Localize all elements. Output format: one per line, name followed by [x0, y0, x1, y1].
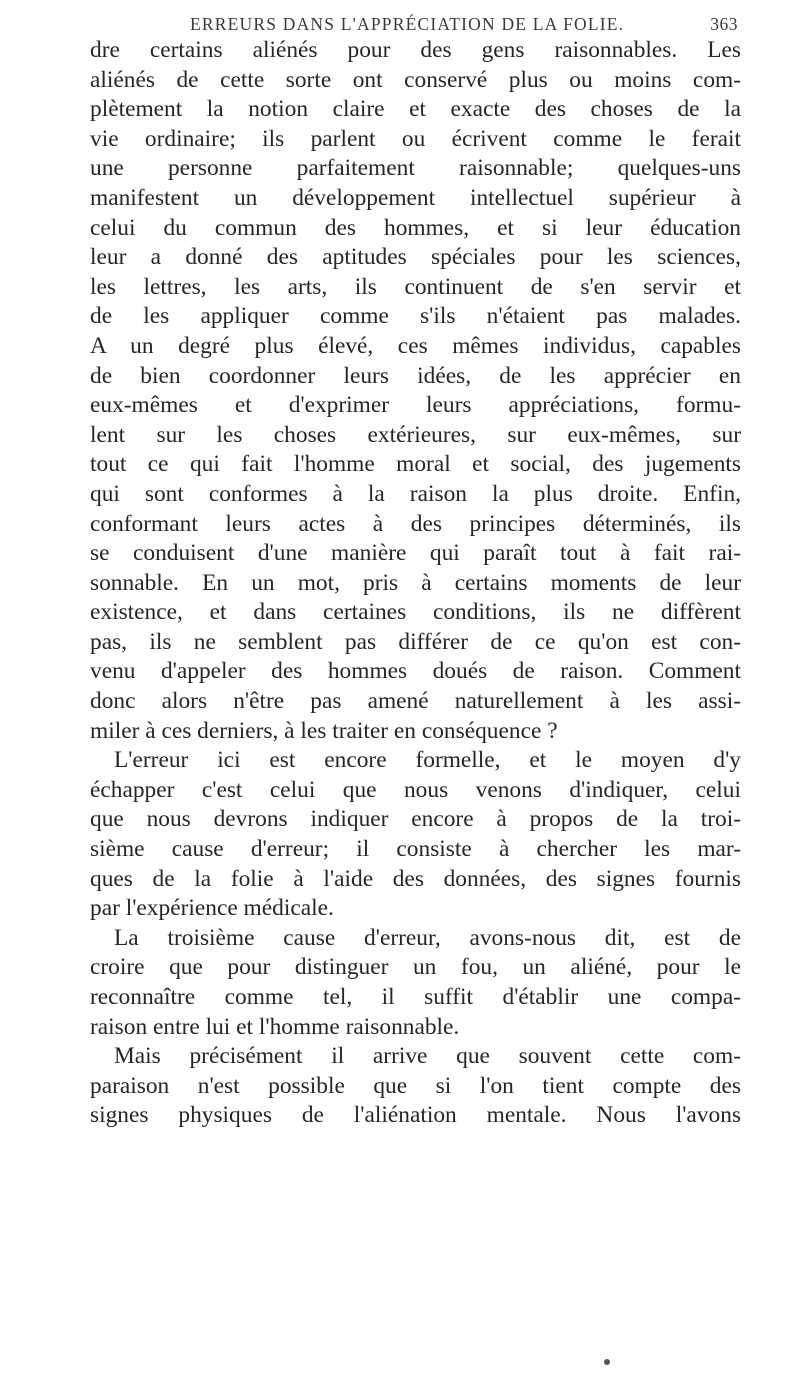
body-text — [90, 36, 741, 1131]
text-line: croire que pour distinguer un fou, un aliéné, pour le — [90, 954, 741, 981]
text-line: échapper c'est celui que nous venons d'indiquer, celui — [90, 776, 741, 803]
text-line: dre certains aliénés pour des gens raisonnables. Les — [90, 37, 741, 63]
text-line: que nous devrons indiquer encore à propos de la troi- — [90, 806, 741, 833]
ink-dot — [604, 1359, 610, 1365]
text-line: tout ce qui fait l'homme moral et social, des jugements — [90, 451, 741, 478]
text-line: lent sur les choses extérieures, sur eux-mêmes, sur — [90, 421, 741, 448]
text-line: signes physiques de l'aliénation mentale. Nous l'avons — [90, 1102, 741, 1129]
text-line: Mais précisément il arrive que souvent cette com- — [114, 1043, 741, 1070]
text-line: de les appliquer comme s'ils n'étaient pas malades. — [90, 303, 741, 330]
text-line: se conduisent d'une manière qui paraît tout à fait rai- — [90, 540, 741, 567]
running-title: ERREURS DANS L'APPRÉCIATION DE LA FOLIE. — [190, 14, 625, 34]
text-line: existence, et dans certaines conditions, ils ne diffèrent — [90, 599, 741, 626]
text-line: donc alors n'être pas amené naturellement à les assi- — [90, 688, 741, 715]
text-line: aliénés de cette sorte ont conservé plus ou moins com- — [90, 66, 741, 93]
text-line: miler à ces derniers, à les traiter en conséquence ? — [90, 717, 558, 744]
text-line: plètement la notion claire et exacte des choses de la — [90, 96, 741, 123]
text-line: leur a donné des aptitudes spéciales pour les sciences, — [90, 244, 741, 271]
text-line: venu d'appeler des hommes doués de raison. Comment — [90, 658, 741, 685]
running-header — [190, 14, 738, 35]
text-line: eux-mêmes et d'exprimer leurs appréciations, formu- — [90, 392, 741, 419]
text-line: A un degré plus élevé, ces mêmes individus, capables — [90, 332, 741, 359]
text-line: qui sont conformes à la raison la plus droite. Enfin, — [90, 480, 741, 507]
text-line: reconnaître comme tel, il suffit d'établir une compa- — [90, 984, 741, 1010]
text-line: les lettres, les arts, ils continuent de s'en servir et — [90, 273, 741, 300]
text-line: conformant leurs actes à des principes déterminés, ils — [90, 510, 741, 537]
page-number: 363 — [710, 14, 738, 34]
text-line: par l'expérience médicale. — [90, 895, 334, 922]
text-line: pas, ils ne semblent pas différer de ce qu'on est con- — [90, 628, 741, 655]
text-line: manifestent un développement intellectuel supérieur à — [90, 184, 741, 211]
text-line: raison entre lui et l'homme raisonnable. — [90, 1013, 460, 1040]
text-line: La troisième cause d'erreur, avons-nous dit, est de — [114, 924, 741, 951]
text-line: de bien coordonner leurs idées, de les apprécier en — [90, 362, 741, 389]
text-line: paraison n'est possible que si l'on tient compte des — [90, 1072, 741, 1099]
text-line: sonnable. En un mot, pris à certains moments de leur — [90, 569, 741, 596]
text-line: une personne parfaitement raisonnable; quelques-uns — [90, 155, 741, 182]
text-line: sième cause d'erreur; il consiste à chercher les mar- — [90, 836, 741, 863]
text-line: celui du commun des hommes, et si leur éducation — [90, 214, 741, 241]
text-line: vie ordinaire; ils parlent ou écrivent comme le ferait — [90, 125, 741, 152]
text-line: ques de la folie à l'aide des données, des signes fournis — [90, 865, 741, 892]
text-line: L'erreur ici est encore formelle, et le moyen d'y — [114, 747, 741, 774]
